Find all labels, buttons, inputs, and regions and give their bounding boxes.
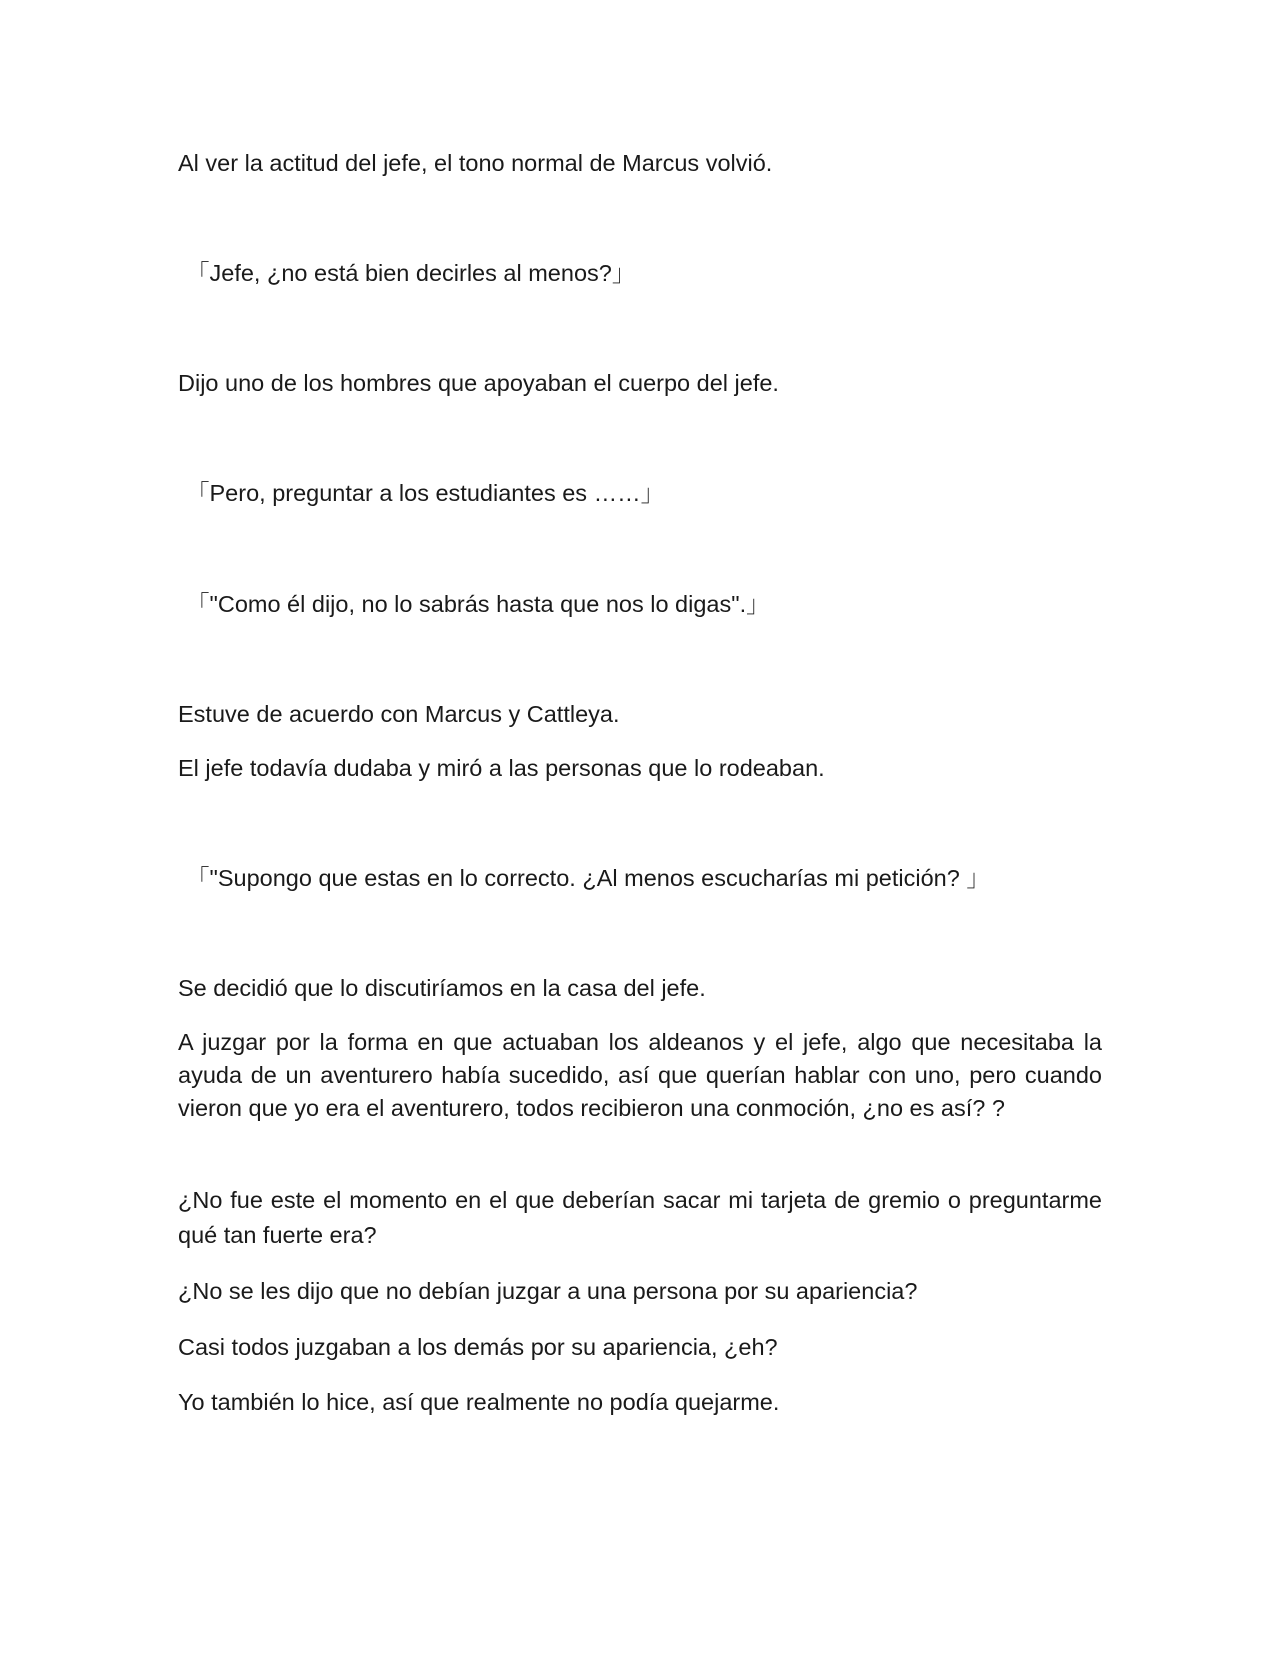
paragraph-narration: Estuve de acuerdo con Marcus y Cattleya.: [178, 701, 620, 727]
paragraph-narration: A juzgar por la forma en que actuaban los aldeanos y el jefe, algo que necesitaba la ayuda de un aventurero había sucedido, así que querían hablar con uno, pero cuando vieron que yo era el aventurero, todos recibieron una conmoción, ¿no es así? ?: [178, 1029, 1102, 1121]
paragraph-narration: El jefe todavía dudaba y miró a las personas que lo rodeaban.: [178, 755, 825, 781]
paragraph-narration: Dijo uno de los hombres que apoyaban el cuerpo del jefe.: [178, 370, 779, 396]
paragraph-dialogue: 「Pero, preguntar a los estudiantes es ……」: [186, 480, 665, 506]
paragraph-dialogue: 「"Como él dijo, no lo sabrás hasta que nos lo digas".」: [186, 591, 770, 617]
paragraph-narration: Al ver la actitud del jefe, el tono normal de Marcus volvió.: [178, 150, 773, 176]
paragraph-narration: Se decidió que lo discutiríamos en la casa del jefe.: [178, 975, 706, 1001]
paragraph-narration: Casi todos juzgaban a los demás por su apariencia, ¿eh?: [178, 1334, 778, 1360]
paragraph-dialogue: 「Jefe, ¿no está bien decirles al menos?」: [186, 260, 636, 286]
paragraph-narration: ¿No se les dijo que no debían juzgar a una persona por su apariencia?: [178, 1278, 918, 1304]
paragraph-narration: ¿No fue este el momento en el que deberían sacar mi tarjeta de gremio o preguntarme qué tan fuerte era?: [178, 1187, 1102, 1248]
paragraph-dialogue: 「"Supongo que estas en lo correcto. ¿Al menos escucharías mi petición? 」: [186, 865, 990, 891]
paragraph-narration: Yo también lo hice, así que realmente no podía quejarme.: [178, 1389, 780, 1415]
